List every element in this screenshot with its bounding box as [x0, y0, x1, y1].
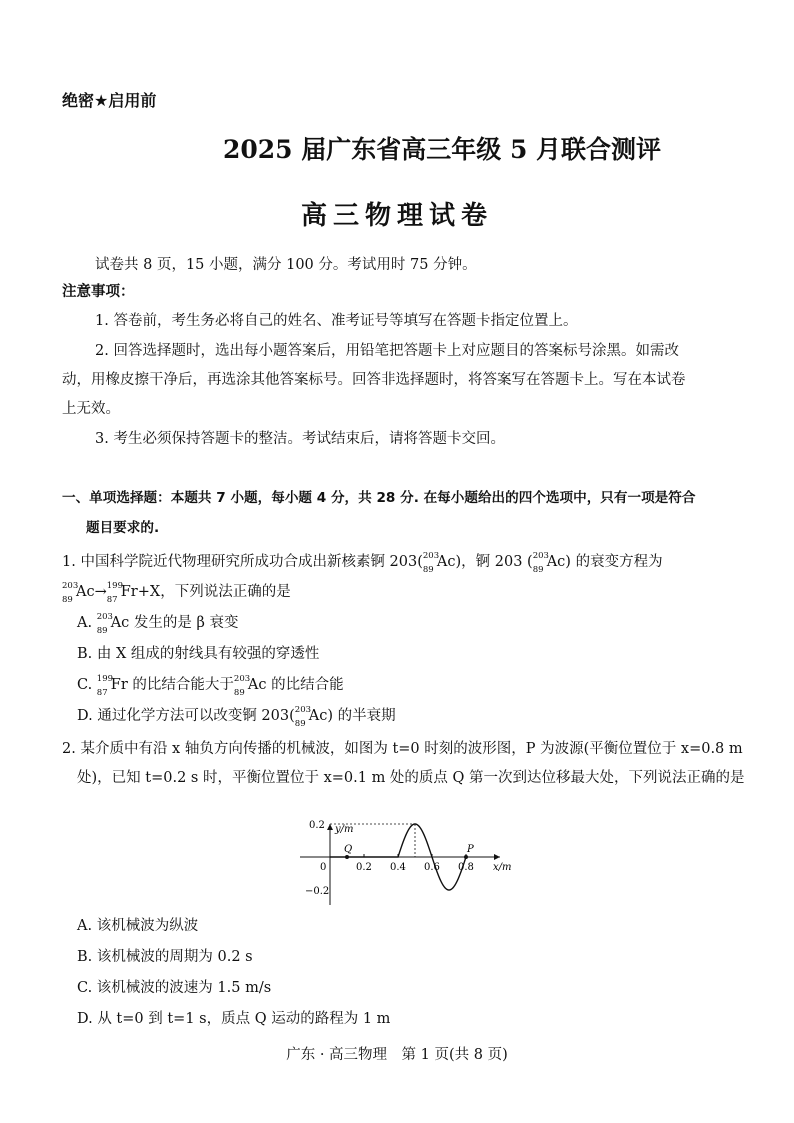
notice-heading: 注意事项：: [62, 284, 135, 300]
x-axis-label: x/m: [493, 862, 512, 873]
notice-item: 2. 回答选择题时，选出每小题答案后，用铅笔把答题卡上对应题目的答案标号涂黑。如需改: [95, 343, 679, 359]
y-tick-label: −0.2: [305, 886, 330, 897]
notice-item: 上无效。: [62, 401, 120, 417]
section-heading-cont: 题目要求的.: [86, 520, 160, 536]
question-1-option-d: D. 通过化学方法可以改变锕 203( 203 89 Ac) 的半衰期: [77, 705, 396, 729]
exam-info: 试卷共 8 页，15 小题，满分 100 分。考试用时 75 分钟。: [95, 257, 477, 273]
x-tick-label: 0.6: [424, 862, 440, 873]
y-axis-label: y/m: [335, 824, 354, 835]
question-2-stem: 2. 某介质中有沿 x 轴负方向传播的机械波，如图为 t=0 时刻的波形图，P 为波源(平衡位置位于 x=0.8 m: [62, 741, 743, 757]
wave-graph: [295, 820, 515, 910]
nuclide-ac: 203 89 Ac: [62, 581, 95, 605]
x-tick-label: 0.4: [390, 862, 406, 873]
y-tick-label: 0.2: [309, 820, 325, 831]
nuclide-ac: 203 89 Ac: [422, 551, 456, 575]
x-tick-label: 0.8: [458, 862, 474, 873]
question-1-option-b: B. 由 X 组成的射线具有较强的穿透性: [77, 646, 320, 662]
notice-item: 1. 答卷前，考生务必将自己的姓名、准考证号等填写在答题卡指定位置上。: [95, 313, 578, 329]
x-tick-label: 0.2: [356, 862, 372, 873]
exam-title: 2025 届广东省高三年级 5 月联合测评: [222, 135, 662, 164]
section-heading: 一、单项选择题：本题共 7 小题，每小题 4 分，共 28 分. 在每小题给出的四个选项中，只有一项是符合: [62, 490, 696, 506]
point-p: [464, 855, 468, 859]
question-1-stem: 1. 中国科学院近代物理研究所成功合成出新核素锕 203( 203 89 Ac)，锕 203 ( 203 89 Ac) 的衰变方程为: [62, 551, 663, 575]
page-footer: 广东 · 高三物理 第 1 页(共 8 页): [286, 1047, 508, 1063]
question-1-option-c: C. 199 87 Fr 的比结合能大于 203 89 Ac 的比结合能: [77, 674, 344, 698]
question-1-equation: 203 89 Ac→ 199 87 Fr+X，下列说法正确的是: [62, 581, 291, 605]
question-2-option-c: C. 该机械波的波速为 1.5 m/s: [77, 980, 272, 996]
nuclide-ac: 203 89 Ac: [532, 551, 566, 575]
question-2-option-b: B. 该机械波的周期为 0.2 s: [77, 949, 253, 965]
question-2-stem-cont: 处)，已知 t=0.2 s 时，平衡位置位于 x=0.1 m 处的质点 Q 第一次到达位移最大处，下列说法正确的是: [77, 770, 745, 786]
question-2-option-a: A. 该机械波为纵波: [77, 918, 199, 934]
exam-subtitle: 高三物理试卷: [300, 201, 493, 231]
notice-item: 3. 考生必须保持答题卡的整洁。考试结束后，请将答题卡交回。: [95, 431, 505, 447]
point-q: [345, 855, 349, 859]
notice-item: 动，用橡皮擦干净后，再选涂其他答案标号。回答非选择题时，将答案写在答题卡上。写在本试卷: [62, 372, 686, 388]
question-2-option-d: D. 从 t=0 到 t=1 s，质点 Q 运动的路程为 1 m: [77, 1011, 391, 1027]
origin-label: 0: [320, 862, 327, 873]
nuclide-fr: 199 87 Fr: [106, 581, 138, 605]
question-1-option-a: A. 203 89 Ac 发生的是 β 衰变: [77, 612, 239, 636]
point-label-p: P: [467, 844, 474, 855]
confidential-label: 绝密★启用前: [62, 91, 157, 110]
point-label-q: Q: [344, 844, 353, 855]
